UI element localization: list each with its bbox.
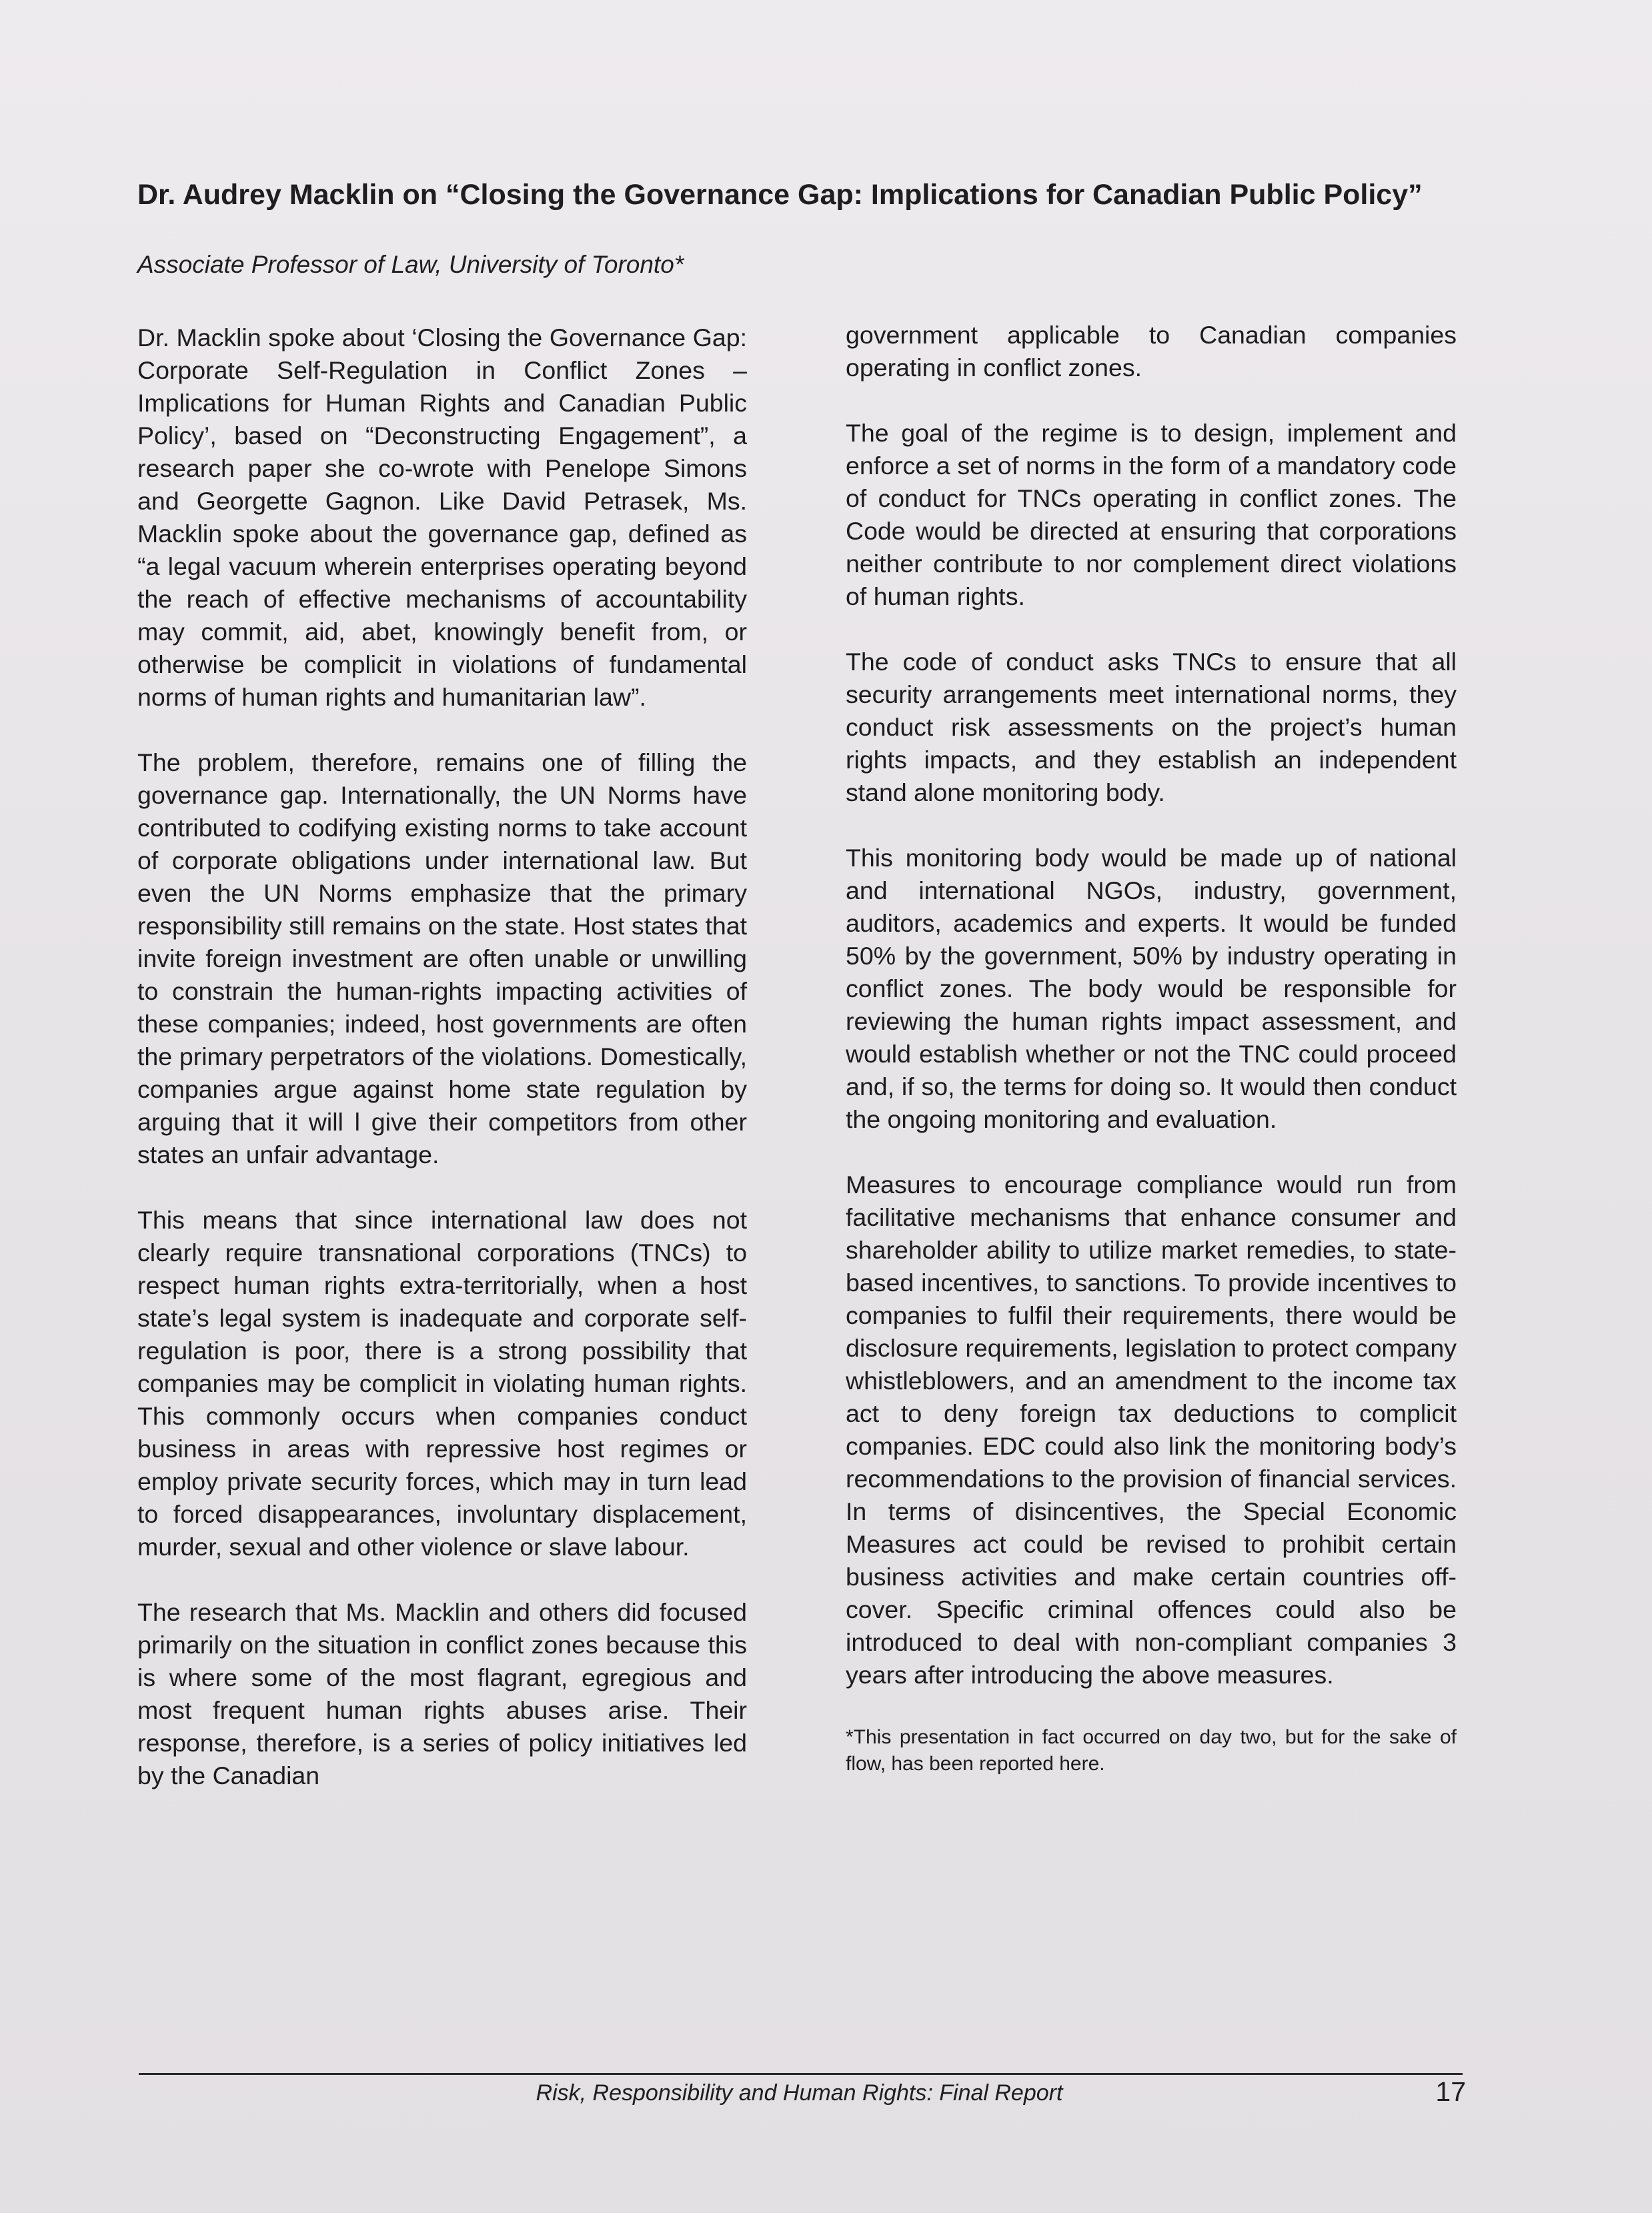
body-paragraph: This monitoring body would be made up of national and international NGOs, industry, government, auditors, academics and experts. It would be funded 50% by the government, 50% by industry operating in conflict zones. The body would be responsible for reviewing the human rights impact assessment, and would establish whether or not the TNC could proceed and, if so, the terms for doing so. It would then conduct the ongoing monitoring and evaluation. [846,844,1457,1133]
page-number: 17 [1435,2076,1466,2107]
body-paragraph: government applicable to Canadian companies operating in conflict zones. [846,321,1457,382]
footer-divider [139,2073,1463,2075]
left-column [137,321,747,1825]
page-title: Dr. Audrey Macklin on “Closing the Governance Gap: Implications for Canadian Public Policy” [137,179,1423,211]
body-paragraph: The research that Ms. Macklin and others did focused primarily on the situation in conflict zones because this is where some of the most flagrant, egregious and most frequent human rights abuses arise. Their response, therefore, is a series of policy initiatives led by the Canadian [137,1598,747,1789]
body-paragraph: The code of conduct asks TNCs to ensure that all security arrangements meet international norms, they conduct risk assessments on the project’s human rights impacts, and they establish an independent stand alone monitoring body. [846,648,1457,806]
body-paragraph: The problem, therefore, remains one of filling the governance gap. Internationally, the UN Norms have contributed to codifying existing norms to take account of corporate obligations under international law. But even the UN Norms emphasize that the primary responsibility still remains on the state. Host states that invite foreign investment are often unable or unwilling to constrain the human-rights impacting activities of these companies; indeed, host governments are often the primary perpetrators of the violations. Domestically, companies argue against home state regulation by arguing that it will l give their competitors from other states an unfair advantage. [137,748,747,1169]
right-column [846,319,1457,1810]
body-paragraph: Dr. Macklin spoke about ‘Closing the Governance Gap: Corporate Self-Regulation in Conflict Zones – Implications for Human Rights and Canadian Public Policy’, based on “Deconstructing Engagement”, a research paper she co-wrote with Penelope Simons and Georgette Gagnon. Like David Petrasek, Ms. Macklin spoke about the governance gap, defined as “a legal vacuum wherein enterprises operating beyond the reach of effective mechanisms of accountability may commit, aid, abet, knowingly benefit from, or otherwise be complicit in violations of fundamental norms of human rights and humanitarian law”. [137,323,747,711]
speaker-affiliation: Associate Professor of Law, University of Toronto* [137,251,684,278]
body-paragraph: Measures to encourage compliance would run from facilitative mechanisms that enhance consumer and shareholder ability to utilize market remedies, to state-based incentives, to sanctions. To provide incentives to companies to fulfil their requirements, there would be disclosure requirements, legislation to protect company whistleblowers, and an amendment to the income tax act to deny foreign tax deductions to complicit companies. EDC could also link the monitoring body’s recommendations to the provision of financial services. In terms of disincentives, the Special Economic Measures act could be revised to prohibit certain business activities and make certain countries off-cover. Specific criminal offences could also be introduced to deal with non-compliant companies 3 years after introducing the above measures. [846,1171,1457,1689]
footer-report-title: Risk, Responsibility and Human Rights: Final Report [536,2080,1063,2106]
body-paragraph: The goal of the regime is to design, implement and enforce a set of norms in the form of a mandatory code of conduct for TNCs operating in conflict zones. The Code would be directed at ensuring that corporations neither contribute to nor complement direct violations of human rights. [846,419,1457,610]
footnote: *This presentation in fact occurred on day two, but for the sake of flow, has been reported here. [846,1726,1457,1775]
body-paragraph: This means that since international law does not clearly require transnational corporations (TNCs) to respect human rights extra-territorially, when a host state’s legal system is inadequate and corporate self-regulation is poor, there is a strong possibility that companies may be complicit in violating human rights. This commonly occurs when companies conduct business in areas with repressive host regimes or employ private security forces, which may in turn lead to forced disappearances, involuntary displacement, murder, sexual and other violence or slave labour. [137,1206,747,1561]
